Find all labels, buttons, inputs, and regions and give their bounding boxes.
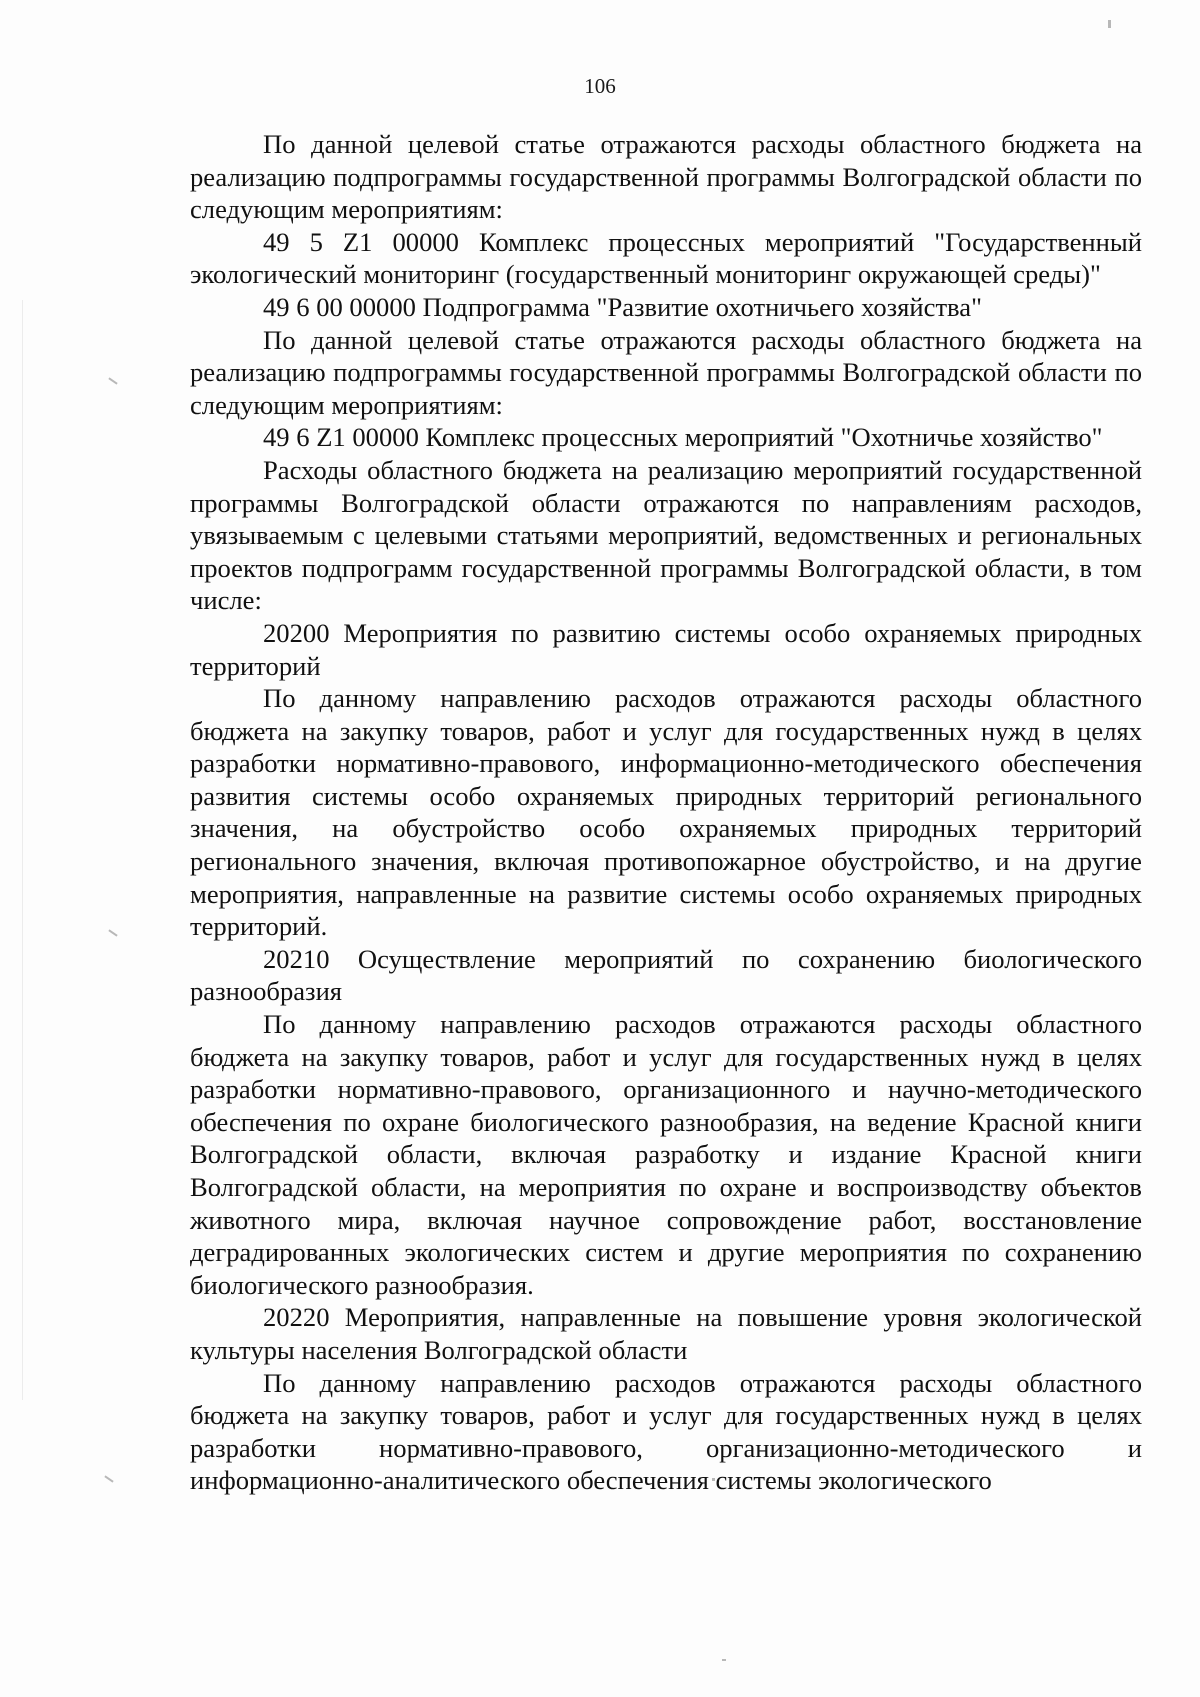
paragraph: 20220 Мероприятия, направленные на повышение уровня экологической культуры населения Волгоградской области (190, 1302, 1142, 1365)
paragraph: 49 5 Z1 00000 Комплекс процессных мероприятий "Государственный экологический мониторинг (государственный мониторинг окружающей среды)" (190, 226, 1142, 290)
paragraph: 49 6 Z1 00000 Комплекс процессных мероприятий "Охотничье хозяйство" (263, 422, 1103, 453)
paragraph: По данному направлению расходов отражаются расходы областного бюджета на закупку товаров, работ и услуг для государственных нужд в целях разработки нормативно-правового, информационно-методического обеспечения развития системы особо охраняемых природных территорий регионального значения, на обустройство особо охраняемых природных территорий регионального значения, включая противопожарное обустройство, и на другие мероприятия, направленные на развитие системы особо охраняемых природных территорий. (190, 683, 1142, 942)
paragraph: 20200 Мероприятия по развитию системы особо охраняемых природных территорий (190, 617, 1142, 681)
paragraph: 20210 Осуществление мероприятий по сохранению биологического разнообразия (190, 943, 1142, 1007)
scan-artifact (108, 929, 117, 936)
paragraph: По данной целевой статье отражаются расходы областного бюджета на реализацию подпрограммы государственной программы Волгоградской области по следующим мероприятиям: (190, 129, 1142, 225)
page-number: 106 (584, 74, 616, 98)
scan-artifact (108, 377, 117, 384)
scan-artifact (722, 1659, 726, 1661)
scan-artifact (104, 1475, 113, 1482)
paragraph: По данному направлению расходов отражаются расходы областного бюджета на закупку товаров, работ и услуг для государственных нужд в целях разработки нормативно-правового, организационно-методического и информационно-аналитического обеспечения системы экологического (190, 1367, 1142, 1496)
scan-edge-line (22, 300, 23, 1400)
scan-artifact (1108, 20, 1111, 28)
paragraph: По данному направлению расходов отражаются расходы областного бюджета на закупку товаров, работ и услуг для государственных нужд в целях разработки нормативно-правового, организационного и научно-методического обеспечения по охране биологического разнообразия, на ведение Красной книги Волгоградской области, включая разработку и издание Красной книги Волгоградской области, на мероприятия по охране и воспроизводству объектов животного мира, включая научное сопровождение работ, восстановление деградированных экологических систем и другие мероприятия по сохранению биологического разнообразия. (190, 1009, 1142, 1300)
paragraph: Расходы областного бюджета на реализацию мероприятий государственной программы Волгоградской области отражаются по направлениям расходов, увязываемым с целевыми статьями мероприятий, ведомственных и региональных проектов подпрограмм государственной программы Волгоградской области, в том числе: (190, 454, 1142, 616)
paragraph: По данной целевой статье отражаются расходы областного бюджета на реализацию подпрограммы государственной программы Волгоградской области по следующим мероприятиям: (190, 324, 1142, 420)
paragraph: 49 6 00 00000 Подпрограмма "Развитие охотничьего хозяйства" (263, 291, 982, 322)
document-body (190, 128, 1142, 1497)
